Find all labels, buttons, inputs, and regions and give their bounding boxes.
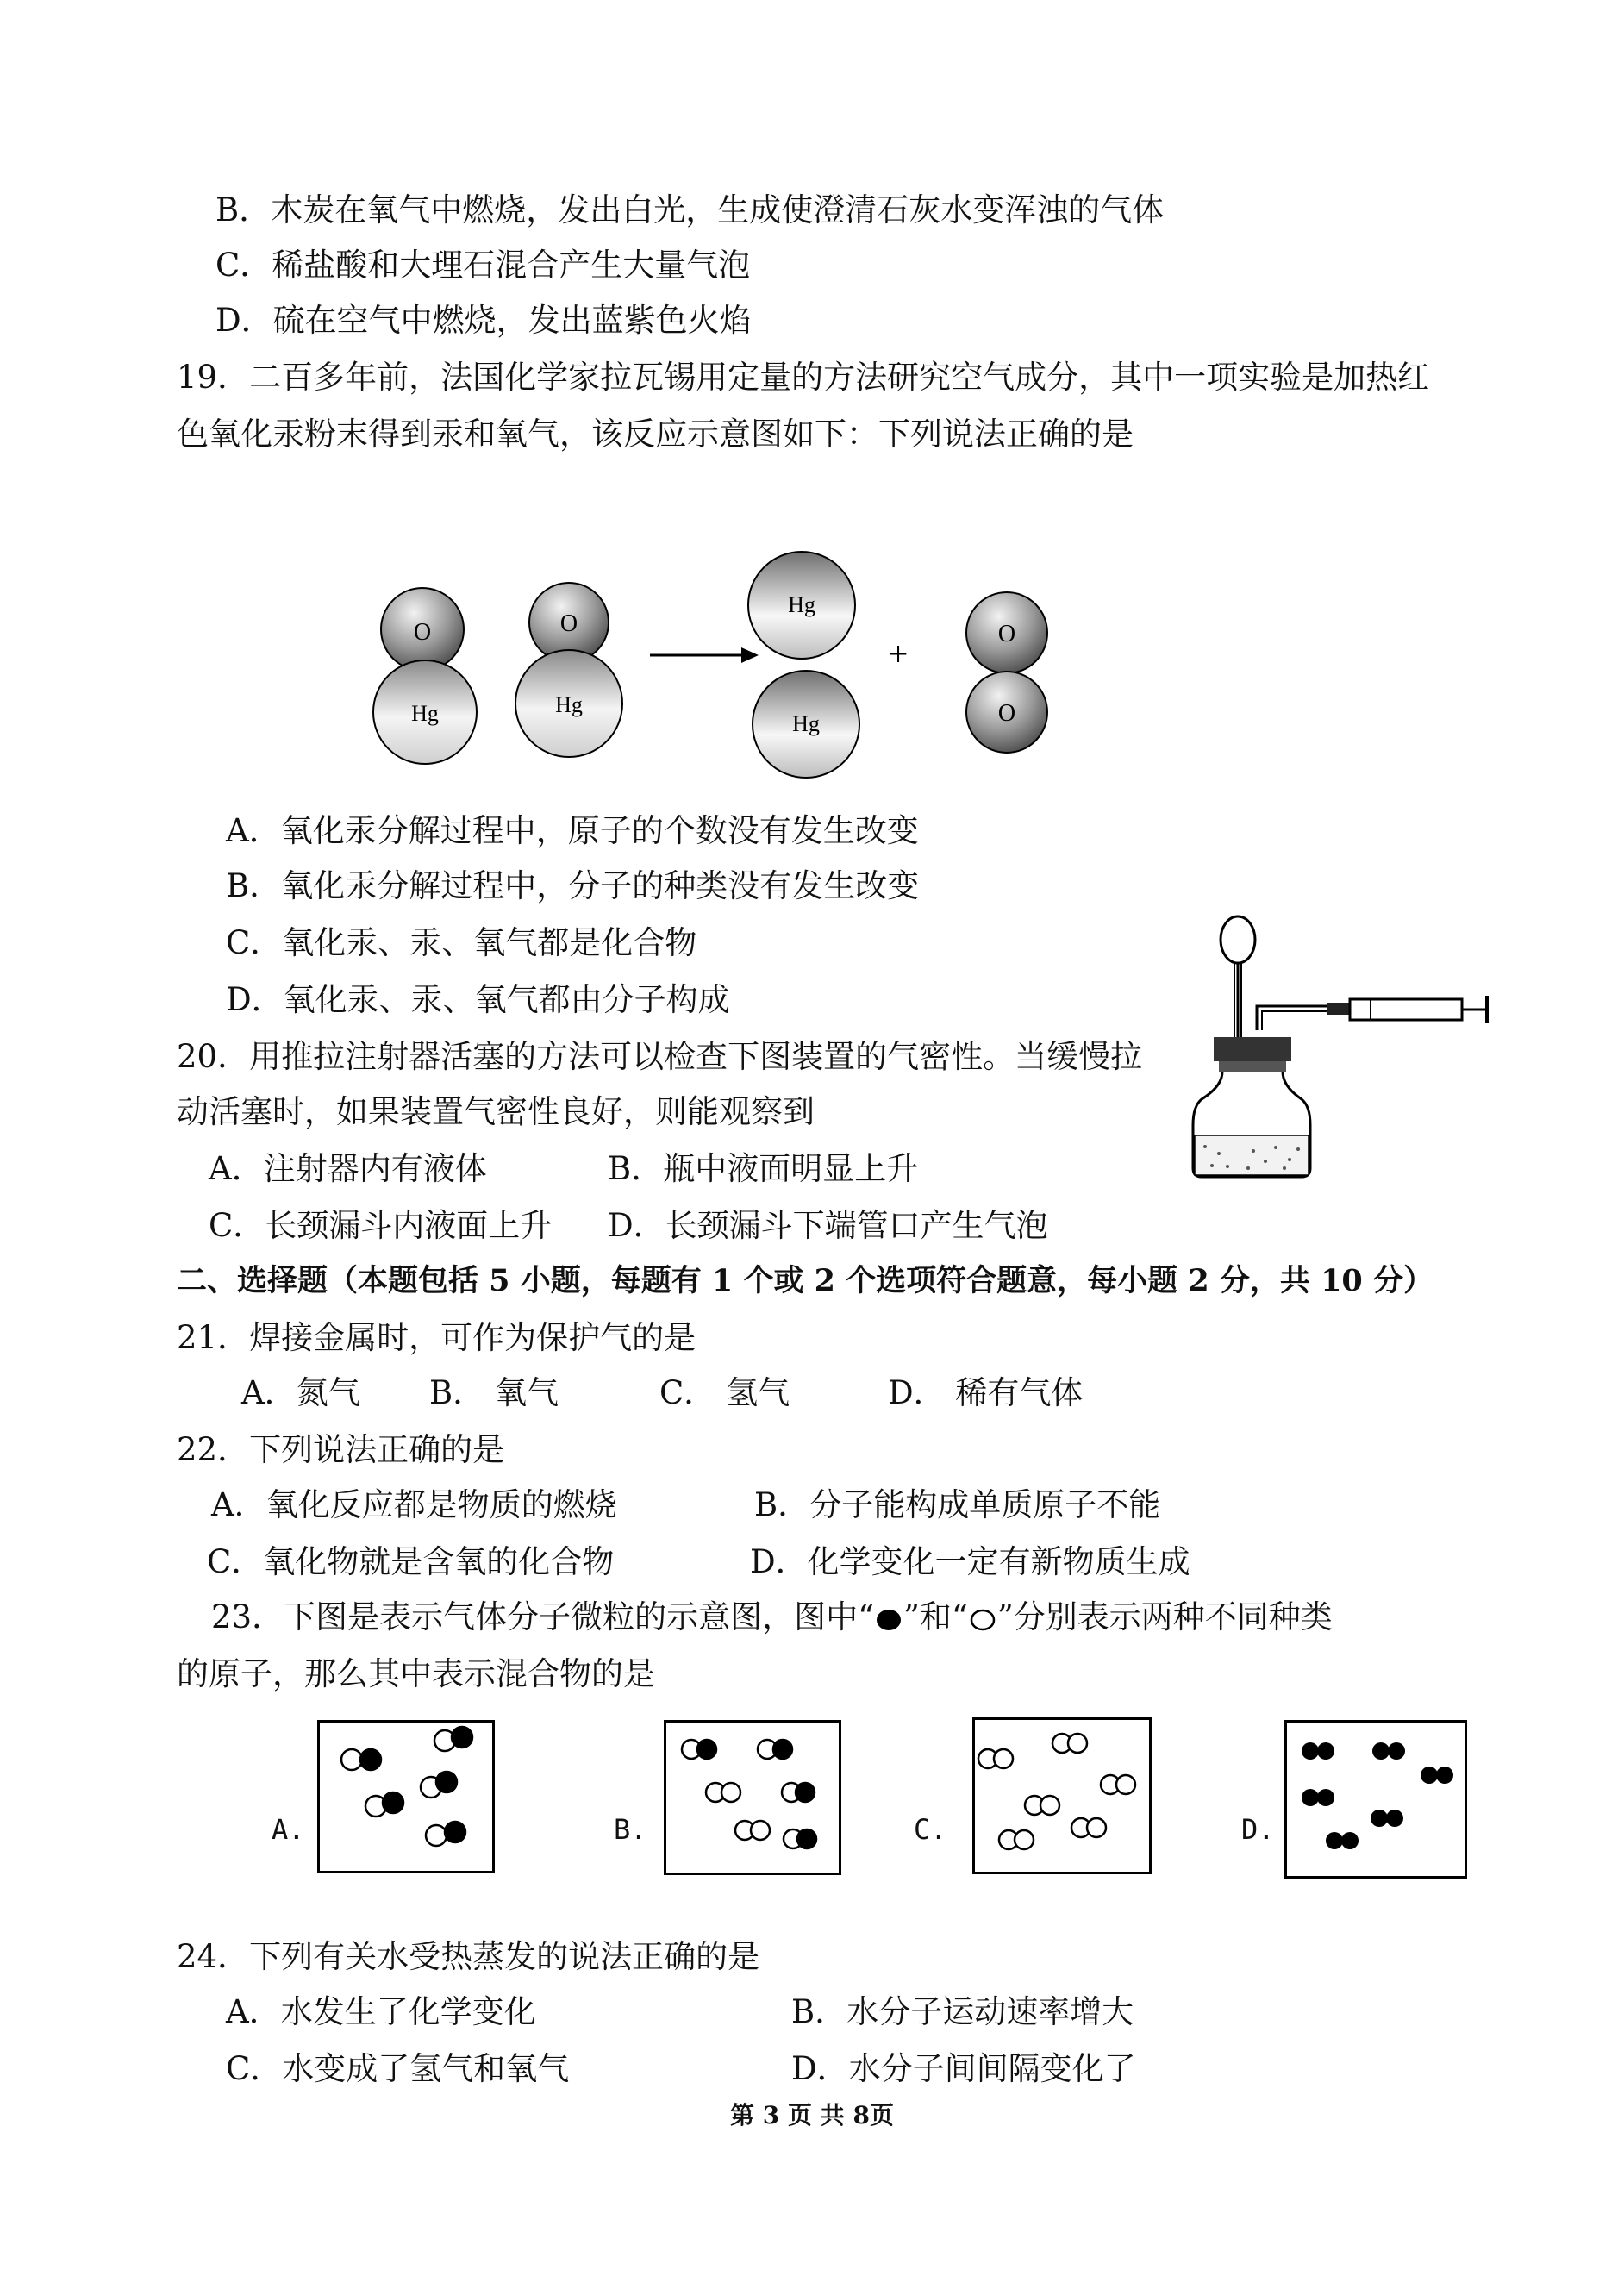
q19-stem-line2: 色氧化汞粉末得到汞和氧气，该反应示意图如下：下列说法正确的是 [177, 416, 1134, 453]
q20-option-d: D．长颈漏斗下端管口产生气泡 [608, 1207, 1048, 1244]
q19-option-c: C．氧化汞、汞、氧气都是化合物 [226, 924, 697, 961]
q23-stem-part1: 23．下图是表示气体分子微粒的示意图，图中“ [211, 1598, 874, 1635]
q23-box-b [664, 1720, 841, 1875]
q19-option-b: B．氧化汞分解过程中，分子的种类没有发生改变 [226, 867, 920, 904]
q18-option-c: C．稀盐酸和大理石混合产生大量气泡 [215, 247, 751, 284]
q23-box-a [317, 1720, 495, 1873]
q23-stem-line1 [211, 1595, 1333, 1640]
q19-option-a: A．氧化汞分解过程中，原子的个数没有发生改变 [226, 812, 919, 849]
q24-option-a: A．水发生了化学变化 [226, 1993, 536, 2030]
q22-option-a: A．氧化反应都是物质的燃烧 [211, 1486, 617, 1523]
q24-option-d: D．水分子间间隔变化了 [791, 2050, 1136, 2087]
q23-stem-part2: ”和“ [903, 1598, 968, 1635]
q19-stem-line1: 19．二百多年前，法国化学家拉瓦锡用定量的方法研究空气成分，其中一项实验是加热红 [177, 359, 1430, 396]
q24-option-c: C．水变成了氢气和氧气 [226, 2050, 570, 2087]
white-atom-icon [968, 1605, 997, 1635]
atom-hg-label: Hg [555, 692, 583, 717]
atom-hg-label: Hg [792, 711, 820, 736]
q20-option-b: B．瓶中液面明显上升 [608, 1150, 919, 1187]
atom-hg-label: Hg [788, 592, 815, 617]
atom-o-label: O [413, 619, 432, 646]
reaction-arrow [650, 647, 759, 663]
q20-stem-line1: 20．用推拉注射器活塞的方法可以检查下图装置的气密性。当缓慢拉 [177, 1038, 1143, 1075]
atom-o-label: O [997, 621, 1016, 647]
q18-option-b: B．木炭在氧气中燃烧，发出白光，生成使澄清石灰水变浑浊的气体 [215, 191, 1165, 228]
q20-option-c: C．长颈漏斗内液面上升 [209, 1207, 553, 1244]
q24-stem: 24．下列有关水受热蒸发的说法正确的是 [177, 1938, 760, 1975]
o2-molecule [966, 592, 1047, 753]
q23-stem-part3: ”分别表示两种不同种类 [996, 1598, 1333, 1635]
page-footer: 第 3 页 共 8页 [730, 2101, 894, 2129]
q22-option-c: C．氧化物就是含氧的化合物 [207, 1543, 615, 1580]
q21-option-b: B． 氧气 [429, 1374, 559, 1411]
plus-sign: + [888, 635, 909, 673]
atom-o-label: O [559, 610, 578, 637]
q20-stem-line2: 动活塞时，如果装置气密性良好，则能观察到 [177, 1093, 815, 1130]
q21-option-d: D． 稀有气体 [888, 1374, 1084, 1411]
black-atom-icon [874, 1605, 903, 1635]
q20-option-a: A．注射器内有液体 [209, 1150, 487, 1187]
q21-stem: 21．焊接金属时，可作为保护气的是 [177, 1319, 696, 1356]
hgo-molecule-1 [373, 588, 477, 764]
hgo-molecule-2 [515, 583, 622, 757]
q23-box-c [972, 1717, 1152, 1874]
q19-reaction-diagram [362, 535, 1086, 785]
q23-label-c: C. [914, 1813, 947, 1846]
section-2-heading: 二、选择题（本题包括 5 小题，每题有 1 个或 2 个选项符合题意，每小题 2 分，共 10 分） [177, 1263, 1433, 1298]
atom-o-label: O [997, 700, 1016, 727]
hg-atoms [748, 552, 859, 778]
atom-hg-label: Hg [411, 701, 439, 726]
q23-label-b: B. [614, 1813, 647, 1846]
q18-option-d: D．硫在空气中燃烧，发出蓝紫色火焰 [215, 302, 752, 339]
airtightness-apparatus-figure [1190, 910, 1500, 1185]
q24-option-b: B．水分子运动速率增大 [791, 1993, 1134, 2030]
q23-box-d [1284, 1720, 1467, 1879]
q23-stem-line2: 的原子，那么其中表示混合物的是 [177, 1655, 655, 1692]
q23-label-d: D. [1241, 1813, 1275, 1846]
q23-label-a: A. [272, 1813, 305, 1846]
q22-option-d: D．化学变化一定有新物质生成 [750, 1543, 1190, 1580]
q22-stem: 22．下列说法正确的是 [177, 1431, 505, 1468]
q19-option-d: D．氧化汞、汞、氧气都由分子构成 [226, 981, 730, 1018]
q22-option-b: B．分子能构成单质原子不能 [754, 1486, 1161, 1523]
q21-option-a: A．氮气 [241, 1374, 360, 1411]
q21-option-c: C． 氢气 [659, 1374, 790, 1411]
